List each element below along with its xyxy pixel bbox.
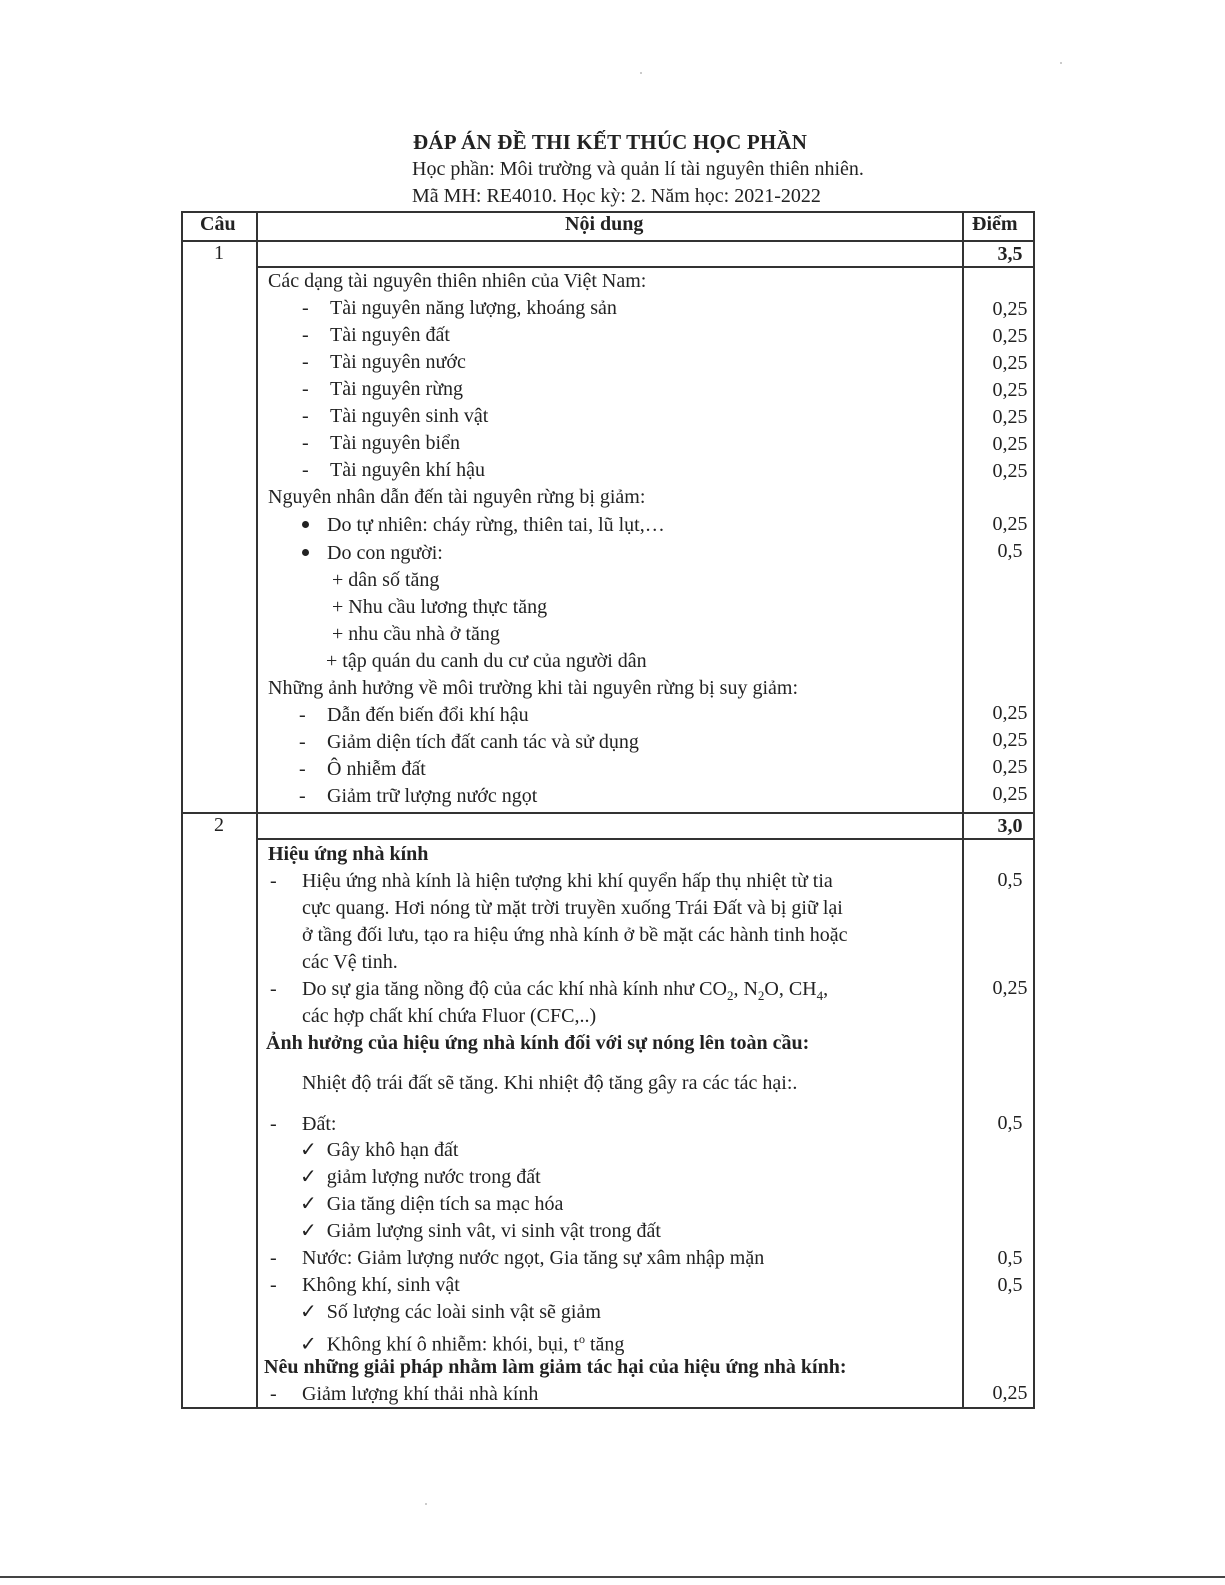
check-icon: ✓ — [300, 1193, 317, 1215]
list-item: Do con người: — [302, 541, 443, 565]
scan-edge — [0, 1576, 1225, 1578]
list-item: - Tài nguyên nước — [302, 351, 466, 373]
item-score: 0,25 — [992, 298, 1028, 320]
q2-impact-heading: Ảnh hưởng của hiệu ứng nhà kính đối với sự nóng lên toàn cầu: — [266, 1032, 810, 1054]
question-total-score: 3,5 — [997, 243, 1023, 265]
item-score: 0,5 — [997, 1247, 1023, 1269]
item-score: 0,25 — [992, 460, 1028, 482]
soil-label: Đất: — [302, 1113, 337, 1135]
item-score: 0,25 — [992, 379, 1028, 401]
item-score: 0,25 — [992, 406, 1028, 428]
definition-line: các Vệ tinh. — [302, 951, 398, 973]
q2-greenhouse-heading: Hiệu ứng nhà kính — [268, 843, 429, 865]
check-item: ✓ Giảm lượng sinh vât, vi sinh vật trong đất — [300, 1220, 661, 1242]
item-score: 0,25 — [992, 433, 1028, 455]
item-score: 0,5 — [997, 540, 1023, 562]
course-name: Học phần: Môi trường và quản lí tài nguyên thiên nhiên. — [412, 158, 864, 180]
q1-effect-heading: Những ảnh hưởng về môi trường khi tài nguyên rừng bị suy giảm: — [268, 677, 799, 699]
bullet-icon — [302, 549, 309, 556]
item-score: 0,25 — [992, 1382, 1028, 1404]
dash-icon: - — [270, 1247, 277, 1269]
greenhouse-gases-line: các hợp chất khí chứa Fluor (CFC,..) — [302, 1005, 597, 1027]
list-item: - Tài nguyên biển — [302, 432, 460, 454]
item-score: 0,25 — [992, 729, 1028, 751]
check-icon: ✓ — [300, 1220, 317, 1242]
q2-solution-heading: Nêu những giải pháp nhằm làm giảm tác hại của hiệu ứng nhà kính: — [264, 1356, 847, 1378]
document-title: ĐÁP ÁN ĐỀ THI KẾT THÚC HỌC PHẦN — [413, 130, 808, 154]
question-number: 2 — [214, 814, 224, 836]
dash-icon: - — [270, 1113, 277, 1135]
list-item: - Giảm diện tích đất canh tác và sử dụng — [299, 731, 639, 753]
sub-item: + dân số tăng — [332, 569, 440, 591]
dash-icon: - — [270, 978, 277, 1000]
sub-item: + Nhu cầu lương thực tăng — [332, 596, 548, 618]
dash-icon: - — [270, 1274, 277, 1296]
item-score: 0,25 — [992, 783, 1028, 805]
list-item: - Tài nguyên khí hậu — [302, 459, 485, 481]
list-item: - Tài nguyên rừng — [302, 378, 464, 400]
item-score: 0,25 — [992, 702, 1028, 724]
sub-item: + tập quán du canh du cư của người dân — [326, 650, 647, 672]
check-icon: ✓ — [300, 1301, 317, 1323]
column-header-content: Nội dung — [565, 213, 644, 235]
item-score: 0,25 — [992, 352, 1028, 374]
item-score: 0,25 — [992, 513, 1028, 535]
scan-speck — [425, 1503, 427, 1505]
solution-item: Giảm lượng khí thải nhà kính — [302, 1383, 539, 1405]
list-item: Do tự nhiên: cháy rừng, thiên tai, lũ lụt,… — [302, 513, 665, 537]
list-item: - Dẫn đến biến đổi khí hậu — [299, 704, 529, 726]
check-icon: ✓ — [300, 1139, 317, 1161]
definition-line: Hiệu ứng nhà kính là hiện tượng khi khí quyển hấp thụ nhiệt từ tia — [302, 870, 833, 892]
item-score: 0,5 — [997, 1112, 1023, 1134]
scan-speck — [640, 72, 642, 74]
item-score: 0,5 — [997, 869, 1023, 891]
q1-cause-heading: Nguyên nhân dẫn đến tài nguyên rừng bị giảm: — [268, 486, 646, 508]
item-score: 0,25 — [992, 756, 1028, 778]
question-total-score: 3,0 — [997, 815, 1023, 837]
bullet-icon — [302, 521, 309, 528]
definition-line: ở tầng đối lưu, tạo ra hiệu ứng nhà kính ở bề mặt các hành tinh hoặc — [302, 924, 848, 946]
column-header-question: Câu — [200, 213, 236, 235]
item-score: 0,5 — [997, 1274, 1023, 1296]
check-item: ✓ Gia tăng diện tích sa mạc hóa — [300, 1193, 564, 1215]
q1-intro: Các dạng tài nguyên thiên nhiên của Việt Nam: — [268, 270, 647, 292]
course-meta: Mã MH: RE4010. Học kỳ: 2. Năm học: 2021-2022 — [412, 185, 821, 207]
definition-line: cực quang. Hơi nóng từ mặt trời truyền xuống Trái Đất và bị giữ lại — [302, 897, 843, 919]
check-icon: ✓ — [300, 1333, 317, 1356]
question-number: 1 — [214, 242, 224, 264]
check-item: ✓ Số lượng các loài sinh vật sẽ giảm — [300, 1301, 601, 1323]
list-item: - Tài nguyên đất — [302, 324, 450, 346]
item-score: 0,25 — [992, 977, 1028, 999]
check-icon: ✓ — [300, 1166, 317, 1188]
check-item: ✓ Không khí ô nhiễm: khói, bụi, $t^o$ tăng — [300, 1332, 625, 1356]
check-item: ✓ giảm lượng nước trong đất — [300, 1166, 541, 1188]
item-score: 0,25 — [992, 325, 1028, 347]
dash-icon: - — [270, 870, 277, 892]
dash-icon: - — [270, 1383, 277, 1405]
column-header-score: Điểm — [972, 213, 1018, 235]
sub-item: + nhu cầu nhà ở tăng — [332, 623, 500, 645]
check-item: ✓ Gây khô hạn đất — [300, 1139, 459, 1161]
scan-speck — [1060, 62, 1062, 64]
list-item: - Tài nguyên sinh vật — [302, 405, 489, 427]
list-item: - Giảm trữ lượng nước ngọt — [299, 785, 538, 807]
water-label: Nước: Giảm lượng nước ngọt, Gia tăng sự xâm nhập mặn — [302, 1247, 765, 1269]
greenhouse-gases-line: Do sự gia tăng nồng độ của các khí nhà kính như $CO_2$, $N_2O$, $CH_4$, — [302, 978, 829, 1003]
air-label: Không khí, sinh vật — [302, 1274, 460, 1296]
q2-impact-intro: Nhiệt độ trái đất sẽ tăng. Khi nhiệt độ tăng gây ra các tác hại:. — [302, 1072, 798, 1094]
list-item: - Tài nguyên năng lượng, khoáng sản — [302, 297, 617, 319]
list-item: - Ô nhiễm đất — [299, 758, 426, 780]
